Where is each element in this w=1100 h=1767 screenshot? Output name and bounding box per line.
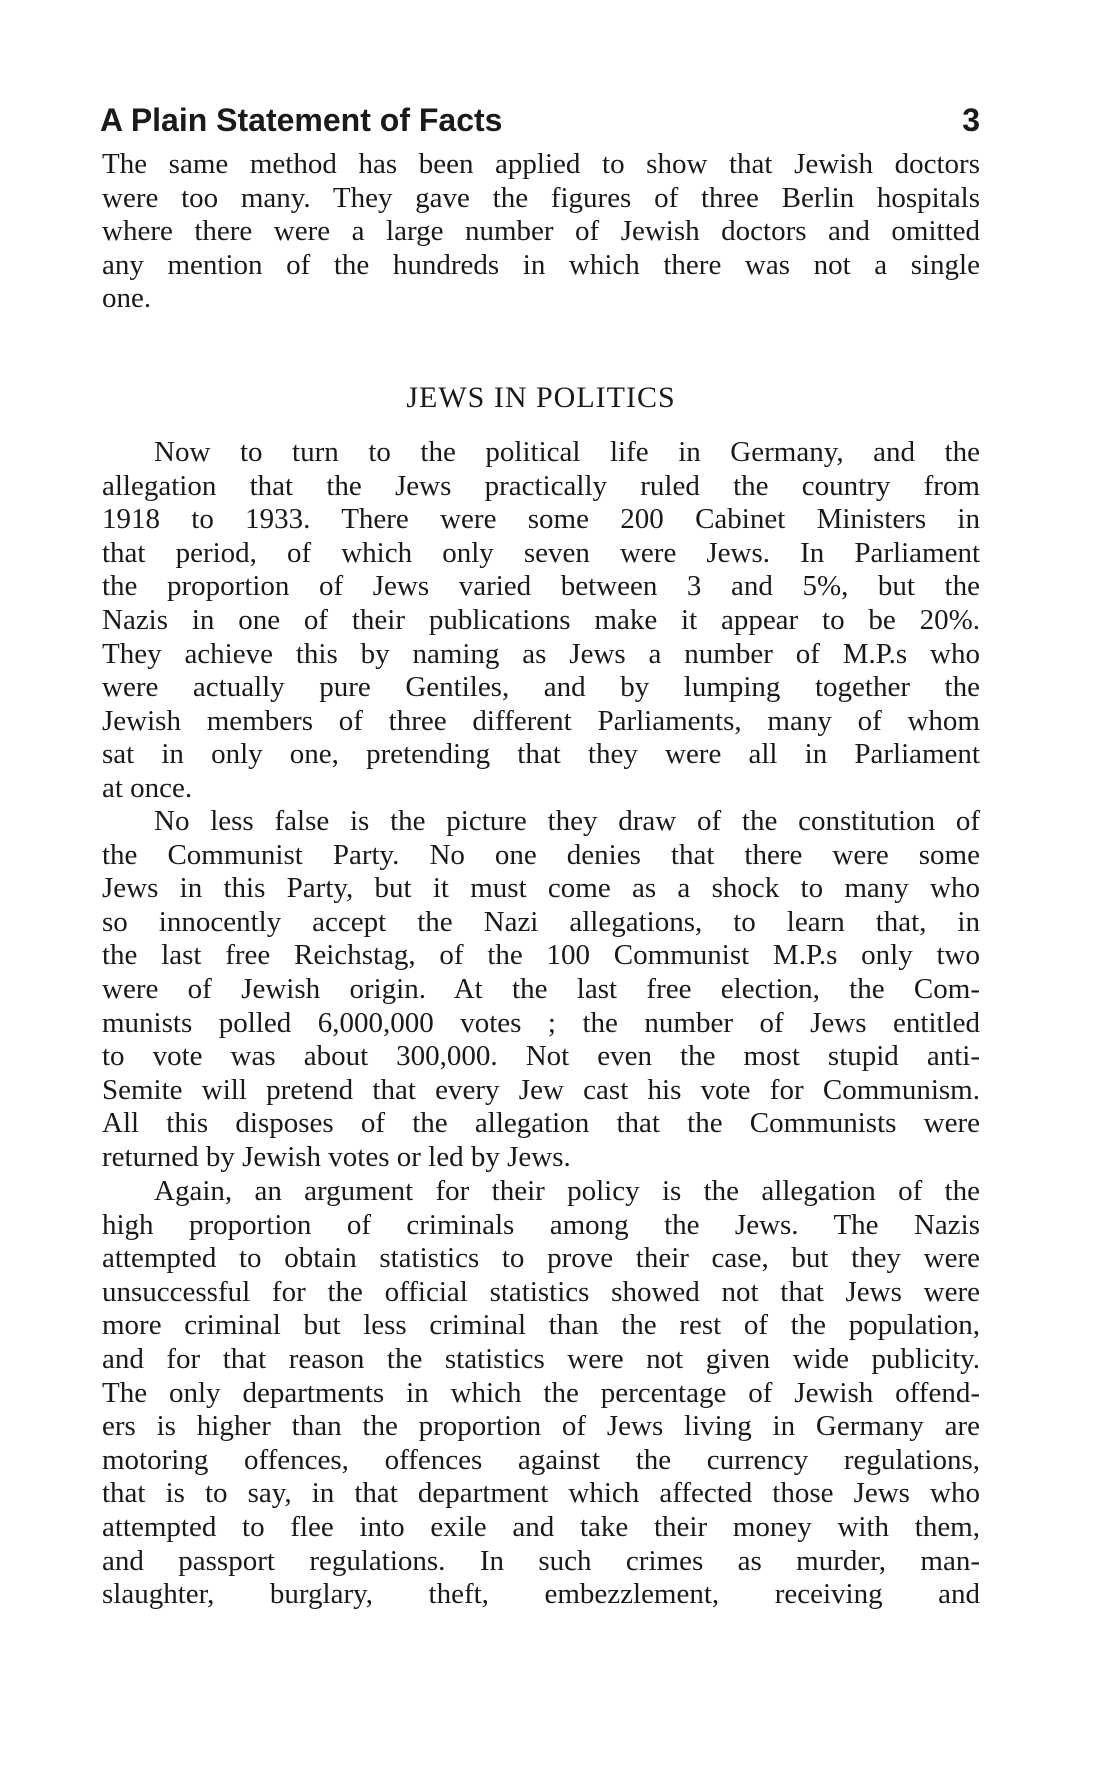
text-line: attempted to obtain statistics to prove their case, but they were bbox=[102, 1242, 980, 1275]
text-line: sat in only one, pretending that they were all in Parliament bbox=[102, 738, 980, 771]
running-title: A Plain Statement of Facts bbox=[100, 102, 503, 138]
running-head bbox=[100, 98, 980, 142]
section-heading: JEWS IN POLITICS bbox=[406, 381, 676, 414]
intro-paragraph bbox=[102, 148, 980, 316]
text-line: Nazis in one of their publications make it appear to be 20%. bbox=[102, 603, 980, 636]
text-line: to vote was about 300,000. Not even the most stupid anti- bbox=[102, 1040, 980, 1073]
text-line: returned by Jewish votes or led by Jews. bbox=[102, 1140, 571, 1173]
text-line: high proportion of criminals among the Jews. The Nazis bbox=[102, 1208, 980, 1241]
text-line: All this disposes of the allegation that the Communists were bbox=[102, 1107, 980, 1140]
text-line: No less false is the picture they draw of the constitution of bbox=[154, 805, 980, 837]
text-line: Again, an argument for their policy is the allegation of the bbox=[154, 1175, 980, 1207]
text-line: Jews in this Party, but it must come as a shock to many who bbox=[102, 872, 980, 905]
text-line: the last free Reichstag, of the 100 Communist M.P.s only two bbox=[102, 939, 980, 972]
text-line: one. bbox=[102, 282, 152, 315]
text-line: were too many. They gave the figures of three Berlin hospitals bbox=[102, 181, 980, 214]
page-number: 3 bbox=[962, 102, 980, 138]
text-line: at once. bbox=[102, 771, 193, 804]
text-line: and passport regulations. In such crimes as murder, man- bbox=[102, 1544, 980, 1577]
text-line: The only departments in which the percentage of Jewish offend- bbox=[102, 1376, 980, 1409]
text-line: 1918 to 1933. There were some 200 Cabinet Ministers in bbox=[102, 503, 980, 536]
text-line: and for that reason the statistics were not given wide publicity. bbox=[102, 1342, 980, 1375]
text-line: They achieve this by naming as Jews a number of M.P.s who bbox=[102, 637, 980, 670]
text-line: any mention of the hundreds in which there was not a single bbox=[102, 248, 980, 281]
text-line: attempted to flee into exile and take their money with them, bbox=[102, 1510, 980, 1543]
text-line: the proportion of Jews varied between 3 and 5%, but the bbox=[102, 570, 980, 603]
text-line: that period, of which only seven were Jews. In Parliament bbox=[102, 536, 980, 569]
text-line: Jewish members of three different Parliaments, many of whom bbox=[102, 704, 980, 737]
paragraph-communist-party bbox=[102, 805, 980, 1175]
text-line: were of Jewish origin. At the last free election, the Com- bbox=[102, 972, 980, 1005]
text-line: Semite will pretend that every Jew cast his vote for Communism. bbox=[102, 1073, 980, 1106]
text-line: allegation that the Jews practically ruled the country from bbox=[102, 469, 980, 502]
paragraph-politics bbox=[102, 436, 980, 806]
text-line: that is to say, in that department which affected those Jews who bbox=[102, 1477, 980, 1510]
text-line: motoring offences, offences against the currency regulations, bbox=[102, 1443, 980, 1476]
text-line: were actually pure Gentiles, and by lumping together the bbox=[102, 671, 980, 704]
text-line: ers is higher than the proportion of Jews living in Germany are bbox=[102, 1410, 980, 1443]
text-line: munists polled 6,000,000 votes ; the number of Jews entitled bbox=[102, 1006, 980, 1039]
text-line: the Communist Party. No one denies that there were some bbox=[102, 838, 980, 871]
text-line: so innocently accept the Nazi allegations, to learn that, in bbox=[102, 905, 980, 938]
text-line: where there were a large number of Jewish doctors and omitted bbox=[102, 215, 980, 248]
text-line: The same method has been applied to show that Jewish doctors bbox=[102, 148, 980, 180]
text-line: unsuccessful for the official statistics showed not that Jews were bbox=[102, 1275, 980, 1308]
text-line: Now to turn to the political life in Germany, and the bbox=[154, 436, 980, 468]
text-line: more criminal but less criminal than the rest of the population, bbox=[102, 1309, 980, 1342]
text-line: slaughter, burglary, theft, embezzlement, receiving and bbox=[102, 1578, 980, 1611]
paragraph-criminality bbox=[102, 1175, 980, 1612]
